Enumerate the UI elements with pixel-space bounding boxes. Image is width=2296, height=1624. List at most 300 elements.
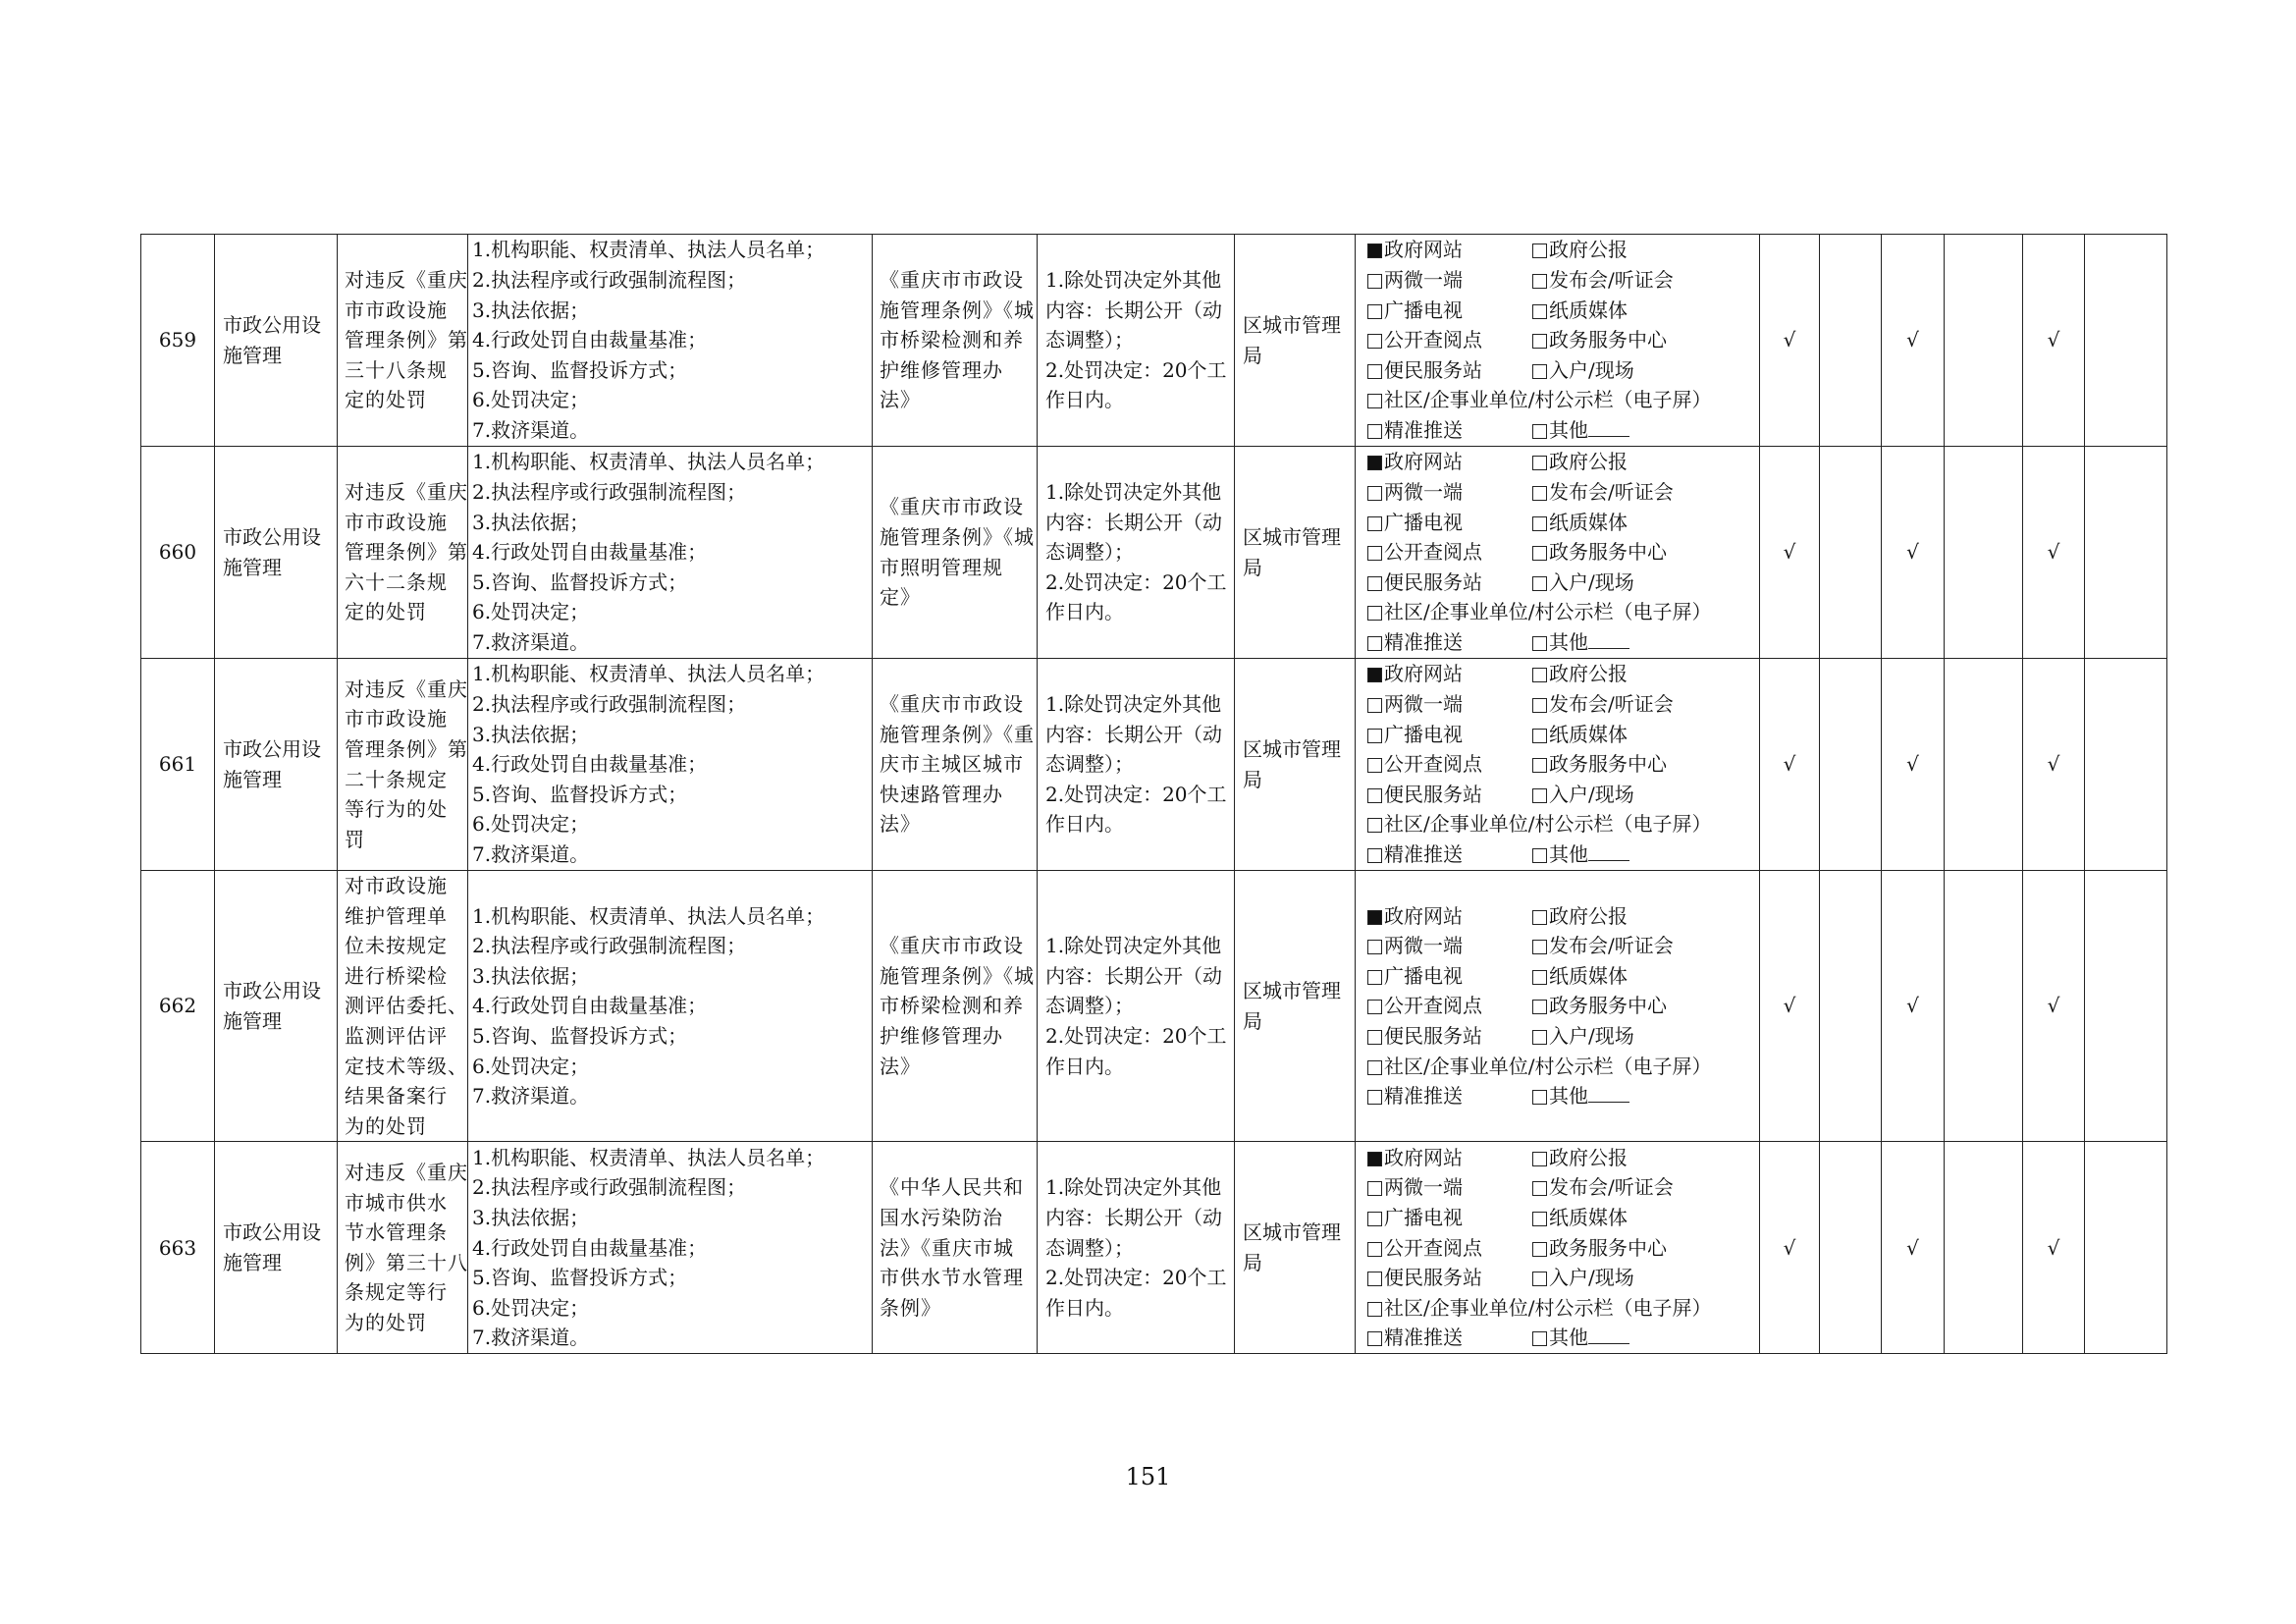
checkbox-icon xyxy=(1532,334,1547,349)
channel-option xyxy=(1367,991,1532,1021)
checkbox-icon xyxy=(1367,606,1382,621)
text-line: 市桥梁检测和养 xyxy=(880,994,1024,1018)
text-line: 态调整）； xyxy=(1045,328,1134,352)
channel-option xyxy=(1367,689,1532,720)
channel-option xyxy=(1532,508,1697,538)
checkbox-icon xyxy=(1367,546,1382,561)
check-mark-cell: √ xyxy=(1760,447,1820,659)
row-number: 661 xyxy=(141,659,215,871)
channel-cell xyxy=(1356,235,1760,447)
table-row xyxy=(141,447,2167,659)
text-line: 局 xyxy=(1243,1250,1262,1274)
checkbox-icon xyxy=(1532,788,1547,803)
text-line: 对市政设施 xyxy=(345,874,448,897)
row-number: 660 xyxy=(141,447,215,659)
channel-label: 便民服务站 xyxy=(1384,357,1482,382)
channel-option xyxy=(1367,325,1532,355)
item-cell xyxy=(338,659,468,871)
text-line: 法》 xyxy=(880,1054,921,1078)
text-line: 定的处罚 xyxy=(345,600,427,624)
channel-option xyxy=(1532,325,1697,355)
channel-label: 便民服务站 xyxy=(1384,782,1482,806)
checkbox-icon xyxy=(1367,1060,1382,1075)
channel-label: 其他 xyxy=(1549,1084,1588,1109)
checked-box-icon xyxy=(1367,668,1382,682)
text-line: 5.咨询、监督投诉方式； xyxy=(472,1023,688,1048)
channel-label: 便民服务站 xyxy=(1384,569,1482,594)
text-line: 4.行政处罚自由裁量基准； xyxy=(472,328,708,352)
check-mark-cell xyxy=(2085,447,2167,659)
text-line: 护维修管理办 xyxy=(880,1023,1003,1048)
time-cell xyxy=(1038,659,1235,871)
checkbox-icon xyxy=(1367,698,1382,713)
text-line: 市市政设施 xyxy=(345,510,448,534)
text-line: 3.执法依据； xyxy=(472,510,590,534)
channel-label: 社区/企事业单位/村公示栏（电子屏） xyxy=(1384,1295,1712,1320)
subject-cell xyxy=(1235,447,1356,659)
channel-label: 社区/企事业单位/村公示栏（电子屏） xyxy=(1384,388,1712,412)
checkbox-icon xyxy=(1532,1331,1547,1346)
channel-label: 发布会/听证会 xyxy=(1549,692,1674,717)
text-line: 5.咨询、监督投诉方式； xyxy=(472,782,688,806)
channel-option xyxy=(1367,235,1532,265)
channel-option xyxy=(1367,1021,1532,1052)
check-mark-cell: √ xyxy=(1760,235,1820,447)
channel-label: 便民服务站 xyxy=(1384,1023,1482,1048)
checkbox-icon xyxy=(1367,848,1382,863)
checkbox-icon xyxy=(1367,940,1382,954)
channel-option xyxy=(1532,477,1697,508)
text-line: 市桥梁检测和养 xyxy=(880,328,1024,352)
channel-label: 政务服务中心 xyxy=(1549,1235,1667,1260)
checkbox-icon xyxy=(1532,364,1547,379)
checkbox-icon xyxy=(1367,424,1382,439)
checkbox-icon xyxy=(1532,516,1547,531)
item-cell xyxy=(338,1142,468,1354)
text-line: 4.行政处罚自由裁量基准； xyxy=(472,540,708,565)
text-line: 施管理 xyxy=(223,343,282,367)
text-line: 施管理条例》《城 xyxy=(880,298,1035,322)
channel-option xyxy=(1532,991,1697,1021)
text-line: 市市政设施 xyxy=(345,707,448,731)
channel-option xyxy=(1532,689,1697,720)
checkbox-icon xyxy=(1367,334,1382,349)
text-line: 3.执法依据； xyxy=(472,722,590,746)
text-line: 局 xyxy=(1243,767,1262,791)
basis-cell xyxy=(873,871,1038,1142)
text-line: 5.咨询、监督投诉方式； xyxy=(472,357,688,382)
checkbox-icon xyxy=(1532,1272,1547,1286)
text-line: 2.处罚决定：20个工 xyxy=(1045,1266,1227,1290)
check-mark-cell: √ xyxy=(1882,659,1945,871)
check-mark-cell xyxy=(1945,447,2023,659)
channel-option xyxy=(1367,447,1532,477)
channel-label: 政府网站 xyxy=(1384,238,1463,262)
text-line: 条规定等行 xyxy=(345,1280,448,1305)
text-line: 7.救济渠道。 xyxy=(472,841,590,866)
text-line: 5.咨询、监督投诉方式； xyxy=(472,569,688,594)
channel-option xyxy=(1532,235,1697,265)
channel-label: 纸质媒体 xyxy=(1549,1205,1628,1229)
text-line: 区城市管理 xyxy=(1243,1220,1341,1245)
text-line: 2.执法程序或行政强制流程图； xyxy=(472,1175,747,1200)
check-mark-cell xyxy=(1820,659,1882,871)
text-line: 国水污染防治 xyxy=(880,1205,1003,1229)
channel-label: 纸质媒体 xyxy=(1549,510,1628,534)
text-line: 作日内。 xyxy=(1045,1054,1124,1078)
checkbox-icon xyxy=(1367,1272,1382,1286)
channel-option xyxy=(1367,1052,1751,1082)
channel-label: 广播电视 xyxy=(1384,722,1463,746)
text-line: 对违反《重庆 xyxy=(345,1161,468,1185)
checked-box-icon xyxy=(1367,456,1382,470)
channel-label: 政府网站 xyxy=(1384,1145,1463,1169)
check-mark-cell xyxy=(2085,1142,2167,1354)
table-row xyxy=(141,659,2167,871)
text-line: 作日内。 xyxy=(1045,1295,1124,1320)
text-line: 6.处罚决定； xyxy=(472,812,590,837)
checkbox-icon xyxy=(1532,636,1547,651)
text-line: 1.机构职能、权责清单、执法人员名单； xyxy=(472,238,826,262)
channel-option xyxy=(1367,720,1532,750)
channel-label: 入户/现场 xyxy=(1549,1266,1634,1290)
checkbox-icon xyxy=(1367,304,1382,319)
channel-option xyxy=(1367,415,1532,446)
channel-label: 政府公报 xyxy=(1549,1145,1628,1169)
text-line: 市政公用设 xyxy=(223,1220,321,1245)
channel-cell xyxy=(1356,659,1760,871)
channel-option xyxy=(1367,537,1532,568)
checked-box-icon xyxy=(1367,244,1382,258)
channel-label: 政府公报 xyxy=(1549,903,1628,928)
text-line: 2.处罚决定：20个工 xyxy=(1045,569,1227,594)
check-mark-cell xyxy=(1945,235,2023,447)
checkbox-icon xyxy=(1367,1090,1382,1105)
channel-option xyxy=(1532,749,1697,780)
channel-option xyxy=(1367,1263,1532,1293)
check-mark-cell: √ xyxy=(1882,447,1945,659)
channel-option xyxy=(1532,1172,1697,1203)
checkbox-icon xyxy=(1532,668,1547,682)
channel-cell xyxy=(1356,871,1760,1142)
channel-label: 其他 xyxy=(1549,841,1588,866)
text-line: 1.机构职能、权责清单、执法人员名单； xyxy=(472,903,826,928)
text-line: 定》 xyxy=(880,585,921,610)
text-line: 2.执法程序或行政强制流程图； xyxy=(472,934,747,958)
checkbox-icon xyxy=(1367,364,1382,379)
checkbox-icon xyxy=(1532,1242,1547,1257)
channel-label: 政府公报 xyxy=(1549,238,1628,262)
checkbox-icon xyxy=(1367,576,1382,591)
category-cell xyxy=(215,1142,338,1354)
category-cell xyxy=(215,871,338,1142)
channel-option xyxy=(1532,901,1697,932)
checkbox-icon xyxy=(1532,456,1547,470)
text-line: 市政公用设 xyxy=(223,736,321,761)
checkbox-icon xyxy=(1532,758,1547,773)
channel-label: 政务服务中心 xyxy=(1549,994,1667,1018)
channel-option xyxy=(1532,296,1697,326)
channel-option xyxy=(1532,568,1697,598)
checkbox-icon xyxy=(1532,274,1547,289)
text-line: 区城市管理 xyxy=(1243,736,1341,761)
blank-line xyxy=(1588,1326,1629,1344)
text-line: 施管理条例》《城 xyxy=(880,963,1035,988)
channel-option xyxy=(1367,355,1532,386)
check-mark-cell: √ xyxy=(1760,659,1820,871)
channel-option xyxy=(1532,1263,1697,1293)
channel-option xyxy=(1367,931,1532,961)
channel-option xyxy=(1532,839,1697,870)
checkbox-icon xyxy=(1532,244,1547,258)
subject-cell xyxy=(1235,871,1356,1142)
text-line: 管理条例》第 xyxy=(345,736,468,761)
text-line: 对违反《重庆 xyxy=(345,480,468,505)
checkbox-icon xyxy=(1367,1030,1382,1045)
text-line: 条例》 xyxy=(880,1295,941,1320)
blank-line xyxy=(1588,1084,1629,1103)
text-line: 6.处罚决定； xyxy=(472,1295,590,1320)
text-line: 施管理条例》《城 xyxy=(880,524,1035,549)
text-line: 1.除处罚决定外其他 xyxy=(1045,692,1222,717)
text-line: 7.救济渠道。 xyxy=(472,1326,590,1350)
text-line: 局 xyxy=(1243,555,1262,579)
channel-label: 政务服务中心 xyxy=(1549,540,1667,565)
channel-option xyxy=(1367,780,1532,810)
text-line: 作日内。 xyxy=(1045,600,1124,624)
text-line: 施管理 xyxy=(223,1250,282,1274)
channel-option xyxy=(1532,537,1697,568)
time-cell xyxy=(1038,447,1235,659)
channel-label: 公开查阅点 xyxy=(1384,752,1482,777)
channel-label: 两微一端 xyxy=(1384,268,1463,293)
checkbox-icon xyxy=(1367,1181,1382,1196)
channel-label: 社区/企事业单位/村公示栏（电子屏） xyxy=(1384,1054,1712,1078)
text-line: 位未按规定 xyxy=(345,934,448,958)
check-mark-cell xyxy=(1945,871,2023,1142)
channel-label: 精准推送 xyxy=(1384,1326,1463,1350)
channel-label: 其他 xyxy=(1549,629,1588,654)
channel-option xyxy=(1532,1203,1697,1233)
checkbox-icon xyxy=(1532,1000,1547,1014)
channel-option xyxy=(1532,265,1697,296)
text-line: 庆市主城区城市 xyxy=(880,752,1024,777)
channel-label: 发布会/听证会 xyxy=(1549,480,1674,505)
text-line: 7.救济渠道。 xyxy=(472,417,590,442)
check-mark-cell xyxy=(1945,1142,2023,1354)
channel-label: 公开查阅点 xyxy=(1384,328,1482,352)
channel-label: 政务服务中心 xyxy=(1549,328,1667,352)
checkbox-icon xyxy=(1367,516,1382,531)
channel-option xyxy=(1532,931,1697,961)
text-line: 六十二条规 xyxy=(345,569,448,594)
checked-box-icon xyxy=(1367,1152,1382,1166)
checkbox-icon xyxy=(1367,970,1382,985)
check-mark-cell: √ xyxy=(2023,659,2085,871)
checkbox-icon xyxy=(1532,1212,1547,1226)
channel-cell xyxy=(1356,1142,1760,1354)
text-line: 等行为的处 xyxy=(345,797,448,822)
channel-label: 入户/现场 xyxy=(1549,569,1634,594)
checkbox-icon xyxy=(1367,1242,1382,1257)
text-line: 市政公用设 xyxy=(223,524,321,549)
checkbox-icon xyxy=(1532,486,1547,501)
text-line: 5.咨询、监督投诉方式； xyxy=(472,1266,688,1290)
channel-option xyxy=(1367,1293,1751,1324)
text-line: 护维修管理办 xyxy=(880,357,1003,382)
channel-option xyxy=(1367,1081,1532,1111)
channel-label: 两微一端 xyxy=(1384,480,1463,505)
check-mark-cell: √ xyxy=(1882,1142,1945,1354)
text-line: 管理条例》第 xyxy=(345,328,468,352)
channel-label: 广播电视 xyxy=(1384,510,1463,534)
category-cell xyxy=(215,447,338,659)
check-mark-cell xyxy=(2085,871,2167,1142)
text-line: 市照明管理规 xyxy=(880,555,1003,579)
text-line: 为的处罚 xyxy=(345,1311,427,1335)
channel-label: 精准推送 xyxy=(1384,417,1463,442)
channel-cell xyxy=(1356,447,1760,659)
checkbox-icon xyxy=(1367,1302,1382,1317)
channel-label: 精准推送 xyxy=(1384,1084,1463,1109)
content-cell xyxy=(468,235,873,447)
text-line: 进行桥梁检 xyxy=(345,963,448,988)
channel-label: 精准推送 xyxy=(1384,629,1463,654)
text-line: 为的处罚 xyxy=(345,1113,427,1138)
text-line: 4.行政处罚自由裁量基准； xyxy=(472,994,708,1018)
text-line: 6.处罚决定； xyxy=(472,600,590,624)
text-line: 1.机构职能、权责清单、执法人员名单； xyxy=(472,662,826,686)
text-line: 1.除处罚决定外其他 xyxy=(1045,268,1222,293)
channel-label: 社区/企事业单位/村公示栏（电子屏） xyxy=(1384,600,1712,624)
text-line: 结果备案行 xyxy=(345,1084,448,1109)
check-mark-cell xyxy=(1820,235,1882,447)
check-mark-cell xyxy=(1820,447,1882,659)
check-mark-cell: √ xyxy=(1760,1142,1820,1354)
checkbox-icon xyxy=(1532,910,1547,925)
row-number: 663 xyxy=(141,1142,215,1354)
channel-label: 其他 xyxy=(1549,417,1588,442)
text-line: 市供水节水管理 xyxy=(880,1266,1024,1290)
checkbox-icon xyxy=(1367,788,1382,803)
channel-option xyxy=(1367,749,1532,780)
text-line: 管理条例》第 xyxy=(345,540,468,565)
check-mark-cell: √ xyxy=(1882,235,1945,447)
channel-label: 发布会/听证会 xyxy=(1549,268,1674,293)
checkbox-icon xyxy=(1532,1030,1547,1045)
text-line: 市政公用设 xyxy=(223,979,321,1003)
text-line: 3.执法依据； xyxy=(472,963,590,988)
blank-line xyxy=(1588,630,1629,649)
text-line: 内容：长期公开（动 xyxy=(1045,298,1222,322)
channel-label: 发布会/听证会 xyxy=(1549,1175,1674,1200)
subject-cell xyxy=(1235,235,1356,447)
channel-option xyxy=(1532,355,1697,386)
text-line: 1.机构职能、权责清单、执法人员名单； xyxy=(472,450,826,474)
channel-option xyxy=(1532,961,1697,992)
checkbox-icon xyxy=(1532,970,1547,985)
subject-cell xyxy=(1235,1142,1356,1354)
page-number: 151 xyxy=(1125,1463,1171,1490)
content-cell xyxy=(468,447,873,659)
channel-option xyxy=(1367,839,1532,870)
time-cell xyxy=(1038,871,1235,1142)
channel-option xyxy=(1532,720,1697,750)
text-line: 1.机构职能、权责清单、执法人员名单； xyxy=(472,1145,826,1169)
channel-option xyxy=(1532,1081,1697,1111)
channel-option xyxy=(1367,597,1751,627)
time-cell xyxy=(1038,1142,1235,1354)
category-cell xyxy=(215,235,338,447)
text-line: 快速路管理办 xyxy=(880,782,1003,806)
channel-label: 入户/现场 xyxy=(1549,357,1634,382)
channel-label: 公开查阅点 xyxy=(1384,994,1482,1018)
table-row xyxy=(141,1142,2167,1354)
channel-option xyxy=(1532,447,1697,477)
channel-option xyxy=(1367,1203,1532,1233)
channel-label: 政府网站 xyxy=(1384,903,1463,928)
table-row xyxy=(141,871,2167,1142)
checkbox-icon xyxy=(1367,394,1382,408)
channel-option xyxy=(1367,1233,1532,1264)
channel-option xyxy=(1532,1021,1697,1052)
channel-option xyxy=(1367,627,1532,658)
check-mark-cell: √ xyxy=(1760,871,1820,1142)
text-line: 区城市管理 xyxy=(1243,312,1341,337)
content-cell xyxy=(468,1142,873,1354)
text-line: 内容：长期公开（动 xyxy=(1045,510,1222,534)
text-line: 2.处罚决定：20个工 xyxy=(1045,357,1227,382)
channel-option xyxy=(1367,809,1751,839)
channel-label: 入户/现场 xyxy=(1549,782,1634,806)
checkbox-icon xyxy=(1532,698,1547,713)
channel-label: 政府网站 xyxy=(1384,662,1463,686)
text-line: 态调整）； xyxy=(1045,540,1134,565)
checkbox-icon xyxy=(1532,729,1547,743)
text-line: 态调整）； xyxy=(1045,994,1134,1018)
text-line: 2.处罚决定：20个工 xyxy=(1045,1023,1227,1048)
channel-label: 便民服务站 xyxy=(1384,1266,1482,1290)
checkbox-icon xyxy=(1367,758,1382,773)
text-line: 三十八条规 xyxy=(345,357,448,382)
checkbox-icon xyxy=(1532,304,1547,319)
text-line: 市市政设施 xyxy=(345,298,448,322)
text-line: 2.执法程序或行政强制流程图； xyxy=(472,268,747,293)
checked-box-icon xyxy=(1367,910,1382,925)
checkbox-icon xyxy=(1532,546,1547,561)
checkbox-icon xyxy=(1367,274,1382,289)
check-mark-cell xyxy=(1945,659,2023,871)
checkbox-icon xyxy=(1532,848,1547,863)
checkbox-icon xyxy=(1367,1212,1382,1226)
text-line: 定的处罚 xyxy=(345,388,427,412)
item-cell xyxy=(338,235,468,447)
channel-option xyxy=(1367,1143,1532,1173)
text-line: 《中华人民共和 xyxy=(880,1175,1024,1200)
table-row xyxy=(141,235,2167,447)
channel-option xyxy=(1532,415,1697,446)
channel-label: 两微一端 xyxy=(1384,1175,1463,1200)
check-mark-cell: √ xyxy=(2023,871,2085,1142)
channel-option xyxy=(1367,1172,1532,1203)
channel-label: 政府公报 xyxy=(1549,450,1628,474)
channel-label: 纸质媒体 xyxy=(1549,298,1628,322)
content-cell xyxy=(468,871,873,1142)
text-line: 作日内。 xyxy=(1045,812,1124,837)
text-line: 1.除处罚决定外其他 xyxy=(1045,1175,1222,1200)
text-line: 《重庆市市政设 xyxy=(880,495,1024,519)
text-line: 市政公用设 xyxy=(223,312,321,337)
